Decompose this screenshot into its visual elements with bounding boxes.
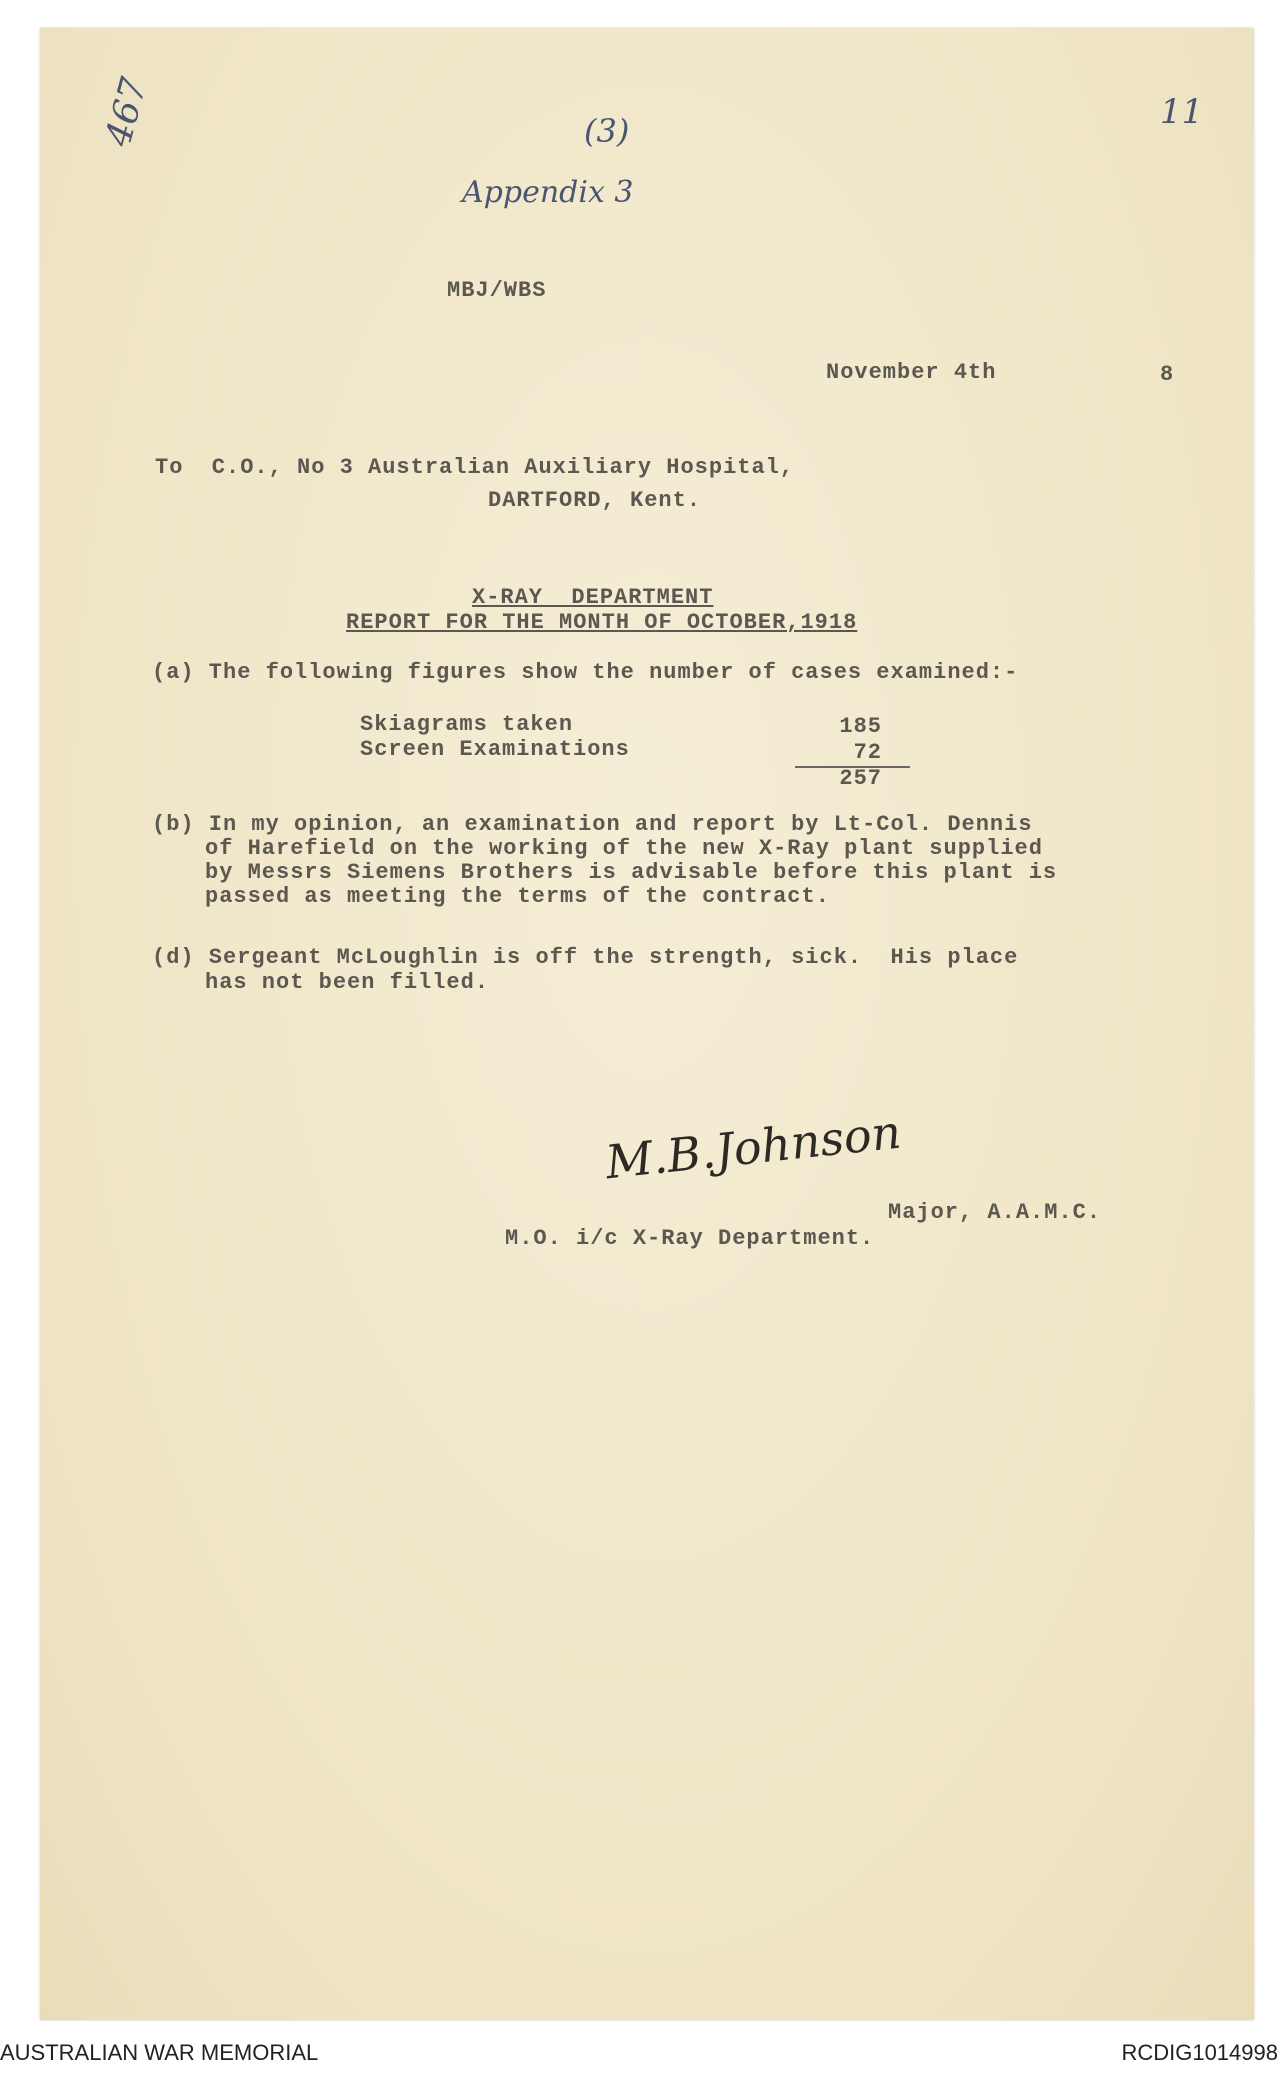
- table-row-value: 72: [853, 740, 882, 765]
- paragraph-b-line: of Harefield on the working of the new X-Ray plant supplied: [205, 836, 1043, 861]
- reference-code: MBJ/WBS: [447, 278, 547, 303]
- letter-date: November 4th: [826, 360, 997, 385]
- recipient-line-1: To C.O., No 3 Australian Auxiliary Hospital,: [155, 455, 795, 480]
- heading-report: REPORT FOR THE MONTH OF OCTOBER,1918: [346, 610, 858, 635]
- paragraph-b-line: by Messrs Siemens Brothers is advisable before this plant is: [205, 860, 1058, 885]
- table-total: 257: [839, 766, 882, 791]
- page-number-annotation: 467: [98, 73, 156, 151]
- footer-record-id: RCDIG1014998: [1121, 2040, 1278, 2065]
- table-row-label: Skiagrams taken: [360, 712, 574, 737]
- paragraph-d-line: has not been filled.: [205, 970, 490, 995]
- footer-archive-name: AUSTRALIAN WAR MEMORIAL: [0, 2040, 319, 2065]
- letter-date-suffix: 8: [1160, 362, 1175, 387]
- document-page: [40, 28, 1254, 2020]
- paragraph-a: (a) The following figures show the number of cases examined:-: [152, 660, 1019, 685]
- signatory-rank: Major, A.A.M.C.: [888, 1200, 1102, 1225]
- heading-department: X-RAY DEPARTMENT: [472, 585, 714, 610]
- recipient-line-2: DARTFORD, Kent.: [488, 488, 702, 513]
- circled-number-annotation: (3): [584, 112, 630, 150]
- signatory-title: M.O. i/c X-Ray Department.: [505, 1226, 875, 1251]
- signature: M.B.Johnson: [602, 1104, 904, 1190]
- paragraph-b-line: (b) In my opinion, an examination and report by Lt-Col. Dennis: [152, 812, 1033, 837]
- table-row-label: Screen Examinations: [360, 737, 630, 762]
- paragraph-d-line: (d) Sergeant McLoughlin is off the strength, sick. His place: [152, 945, 1019, 970]
- table-row-value: 185: [839, 714, 882, 739]
- folio-annotation: 11: [1160, 92, 1204, 132]
- appendix-annotation: Appendix 3: [462, 175, 634, 210]
- paragraph-b-line: passed as meeting the terms of the contract.: [205, 884, 830, 909]
